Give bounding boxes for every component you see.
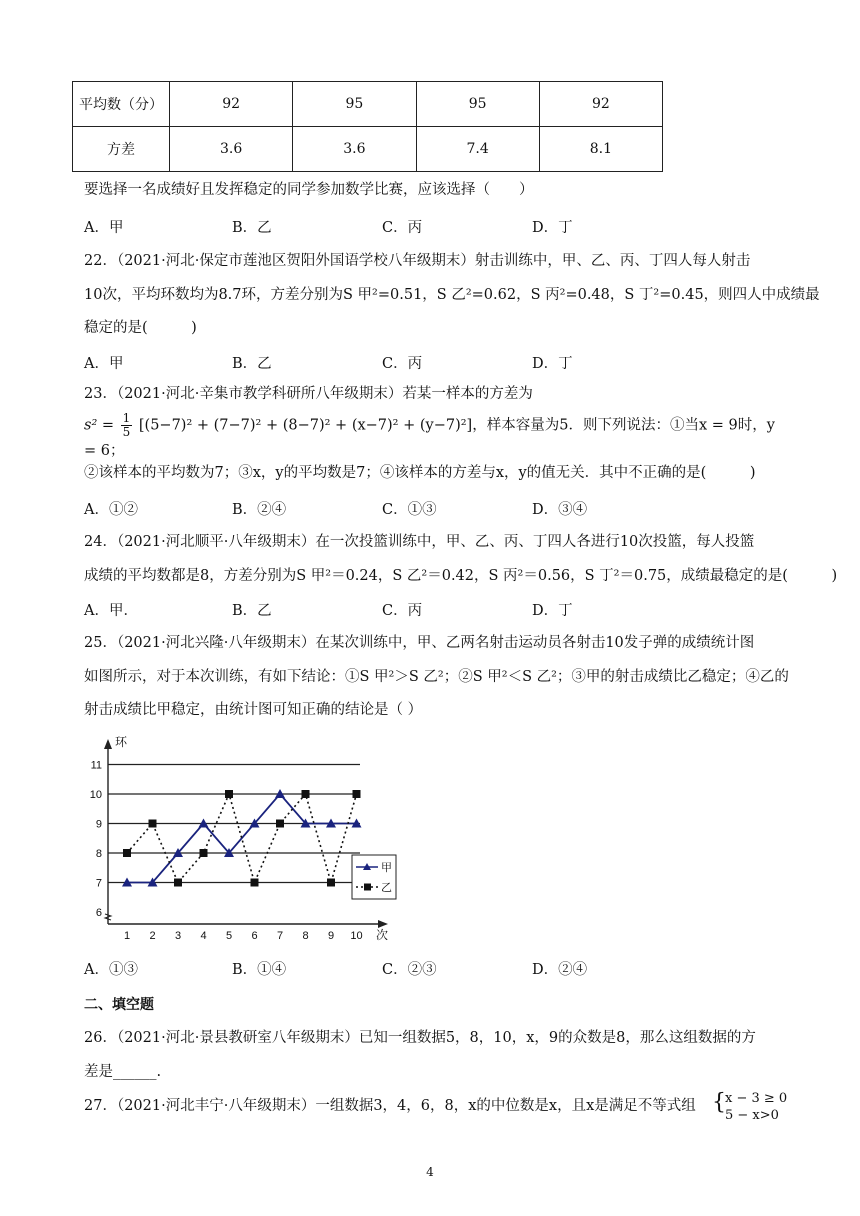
option-b: B．①④	[232, 962, 287, 978]
q25-options	[84, 958, 784, 978]
y-axis-label: 环	[115, 735, 128, 749]
x-tick-label: 2	[149, 930, 156, 942]
formula-lhs: s² =	[84, 417, 115, 434]
y-tick-label: 11	[90, 759, 102, 772]
q22-options	[84, 352, 784, 372]
page-number: 4	[426, 1165, 434, 1179]
data-point-square	[353, 790, 361, 798]
option-d: D．丁	[532, 220, 573, 236]
option-a: A．①②	[84, 502, 138, 518]
data-point-square	[276, 820, 284, 828]
q23-options	[84, 498, 784, 518]
x-tick-label: 10	[350, 930, 363, 942]
q21-options	[84, 216, 784, 236]
x-tick-label: 9	[327, 930, 335, 942]
section-heading: 二、填空题	[84, 997, 154, 1013]
option-b: B．乙	[232, 356, 272, 372]
data-point-square	[200, 849, 208, 857]
q27-line1: 27．（2021·河北丰宁·八年级期末）一组数据3，4，6，8，x的中位数是x，且x是满足不等式组	[84, 1098, 696, 1114]
legend-marker-square	[364, 884, 371, 891]
x-tick-label: 5	[225, 930, 233, 942]
data-point-square	[251, 879, 259, 887]
x-tick-label: 3	[174, 930, 182, 942]
option-b: B．乙	[232, 603, 272, 619]
q22-line2: 10次，平均环数均为8.7环，方差分别为S 甲²=0.51，S 乙²=0.62，S 丙²=0.48，S 丁²=0.45，则四人中成绩最	[84, 287, 820, 303]
formula-tail: ，样本容量为5．则下列说法：①当x = 9时，y = 6；	[84, 417, 775, 459]
x-axis-arrow	[378, 920, 388, 928]
option-d: D．丁	[532, 603, 573, 619]
x-tick-label: 8	[302, 930, 309, 942]
table-cell: 92	[170, 82, 293, 127]
q22-line3: 稳定的是( )	[84, 320, 197, 336]
option-c: C．②③	[382, 962, 437, 978]
series-line-triangle	[127, 794, 357, 883]
y-tick-label: 6	[95, 907, 102, 919]
option-a: A．甲．	[84, 603, 138, 619]
q25-line1: 25．（2021·河北兴隆·八年级期末）在某次训练中，甲、乙两名射击运动员各射击10发子弹的成绩统计图	[84, 635, 755, 651]
option-c: C．丙	[382, 603, 423, 619]
brace-symbol: {	[712, 1090, 726, 1115]
table-cell: 8.1	[539, 127, 662, 172]
table-row-label: 平均数（分）	[73, 82, 170, 127]
q21-stem: 要选择一名成绩好且发挥稳定的同学参加数学比赛，应该选择（ ）	[84, 182, 534, 198]
q26-line2: 差是______.	[84, 1064, 162, 1080]
x-tick-label: 4	[200, 930, 207, 942]
option-d: D．②④	[532, 962, 588, 978]
y-tick-label: 7	[95, 877, 102, 890]
table-row	[73, 82, 663, 127]
option-c: C．丙	[382, 356, 423, 372]
option-c: C．丙	[382, 220, 423, 236]
x-tick-label: 7	[276, 930, 284, 942]
option-d: D．③④	[532, 502, 588, 518]
option-a: A．甲	[84, 220, 124, 236]
q23-line3: ②该样本的平均数为7；③x，y的平均数是7；④该样本的方差与x，y的值无关．其中不正确的是( )	[84, 465, 756, 481]
data-point-square	[225, 790, 233, 798]
fraction-denominator: 5	[122, 425, 131, 439]
option-d: D．丁	[532, 356, 573, 372]
variance-formula	[84, 411, 784, 459]
table-cell: 92	[539, 82, 662, 127]
option-a: A．甲	[84, 356, 124, 372]
q24-line1: 24．（2021·河北顺平·八年级期末）在一次投篮训练中，甲、乙、丙、丁四人各进行10次投篮，每人投篮	[84, 534, 755, 550]
x-tick-label: 6	[251, 930, 258, 942]
q25-line2: 如图所示，对于本次训练，有如下结论：①S 甲²＞S 乙²；②S 甲²＜S 乙²；③甲的射击成绩比乙稳定；④乙的	[84, 669, 789, 685]
table-cell: 7.4	[416, 127, 539, 172]
q24-line2: 成绩的平均数都是8，方差分别为S 甲²＝0.24，S 乙²＝0.42，S 丙²＝0.56，S 丁²＝0.75，成绩最稳定的是( )	[84, 568, 838, 584]
shooting-line-chart	[90, 735, 400, 945]
table-cell: 3.6	[170, 127, 293, 172]
data-point-square	[327, 879, 335, 887]
q26-line1: 26．（2021·河北·景县教研室八年级期末）已知一组数据5，8，10，x，9的众数是8，那么这组数据的方	[84, 1030, 756, 1046]
table-cell: 95	[416, 82, 539, 127]
stats-table	[72, 81, 663, 172]
data-point-square	[149, 820, 157, 828]
legend-label: 甲	[381, 862, 392, 874]
table-row	[73, 127, 663, 172]
q23-line1: 23．（2021·河北·辛集市教学科研所八年级期末）若某一样本的方差为	[84, 386, 533, 402]
formula-body: [(5−7)² + (7−7)² + (8−7)² + (x−7)² + (y−7)²]	[138, 417, 473, 434]
y-tick-label: 9	[95, 818, 102, 831]
inequality-1: x − 3 ≥ 0	[725, 1091, 788, 1106]
q25-line3: 射击成绩比甲稳定，由统计图可知正确的结论是（ ）	[84, 702, 423, 718]
formula-fraction	[121, 412, 133, 439]
table-row-label: 方差	[73, 127, 170, 172]
table-cell: 95	[293, 82, 416, 127]
x-axis-label: 次	[376, 928, 389, 942]
y-axis-arrow	[104, 739, 112, 749]
q22-line1: 22．（2021·河北·保定市莲池区贺阳外国语学校八年级期末）射击训练中，甲、乙、丙、丁四人每人射击	[84, 253, 751, 269]
inequality-2: 5 − x>0	[725, 1108, 779, 1123]
legend-label: 乙	[381, 882, 392, 894]
q24-options	[84, 599, 784, 619]
y-tick-label: 8	[95, 848, 102, 860]
option-b: B．乙	[232, 220, 272, 236]
fraction-numerator: 1	[122, 411, 131, 425]
data-point-square	[302, 790, 310, 798]
option-b: B．②④	[232, 502, 287, 518]
x-tick-label: 1	[123, 930, 131, 942]
option-a: A．①③	[84, 962, 138, 978]
data-point-square	[123, 849, 131, 857]
data-point-square	[174, 879, 182, 887]
y-tick-label: 10	[90, 789, 102, 801]
table-cell: 3.6	[293, 127, 416, 172]
option-c: C．①③	[382, 502, 437, 518]
axis-break	[105, 914, 111, 920]
